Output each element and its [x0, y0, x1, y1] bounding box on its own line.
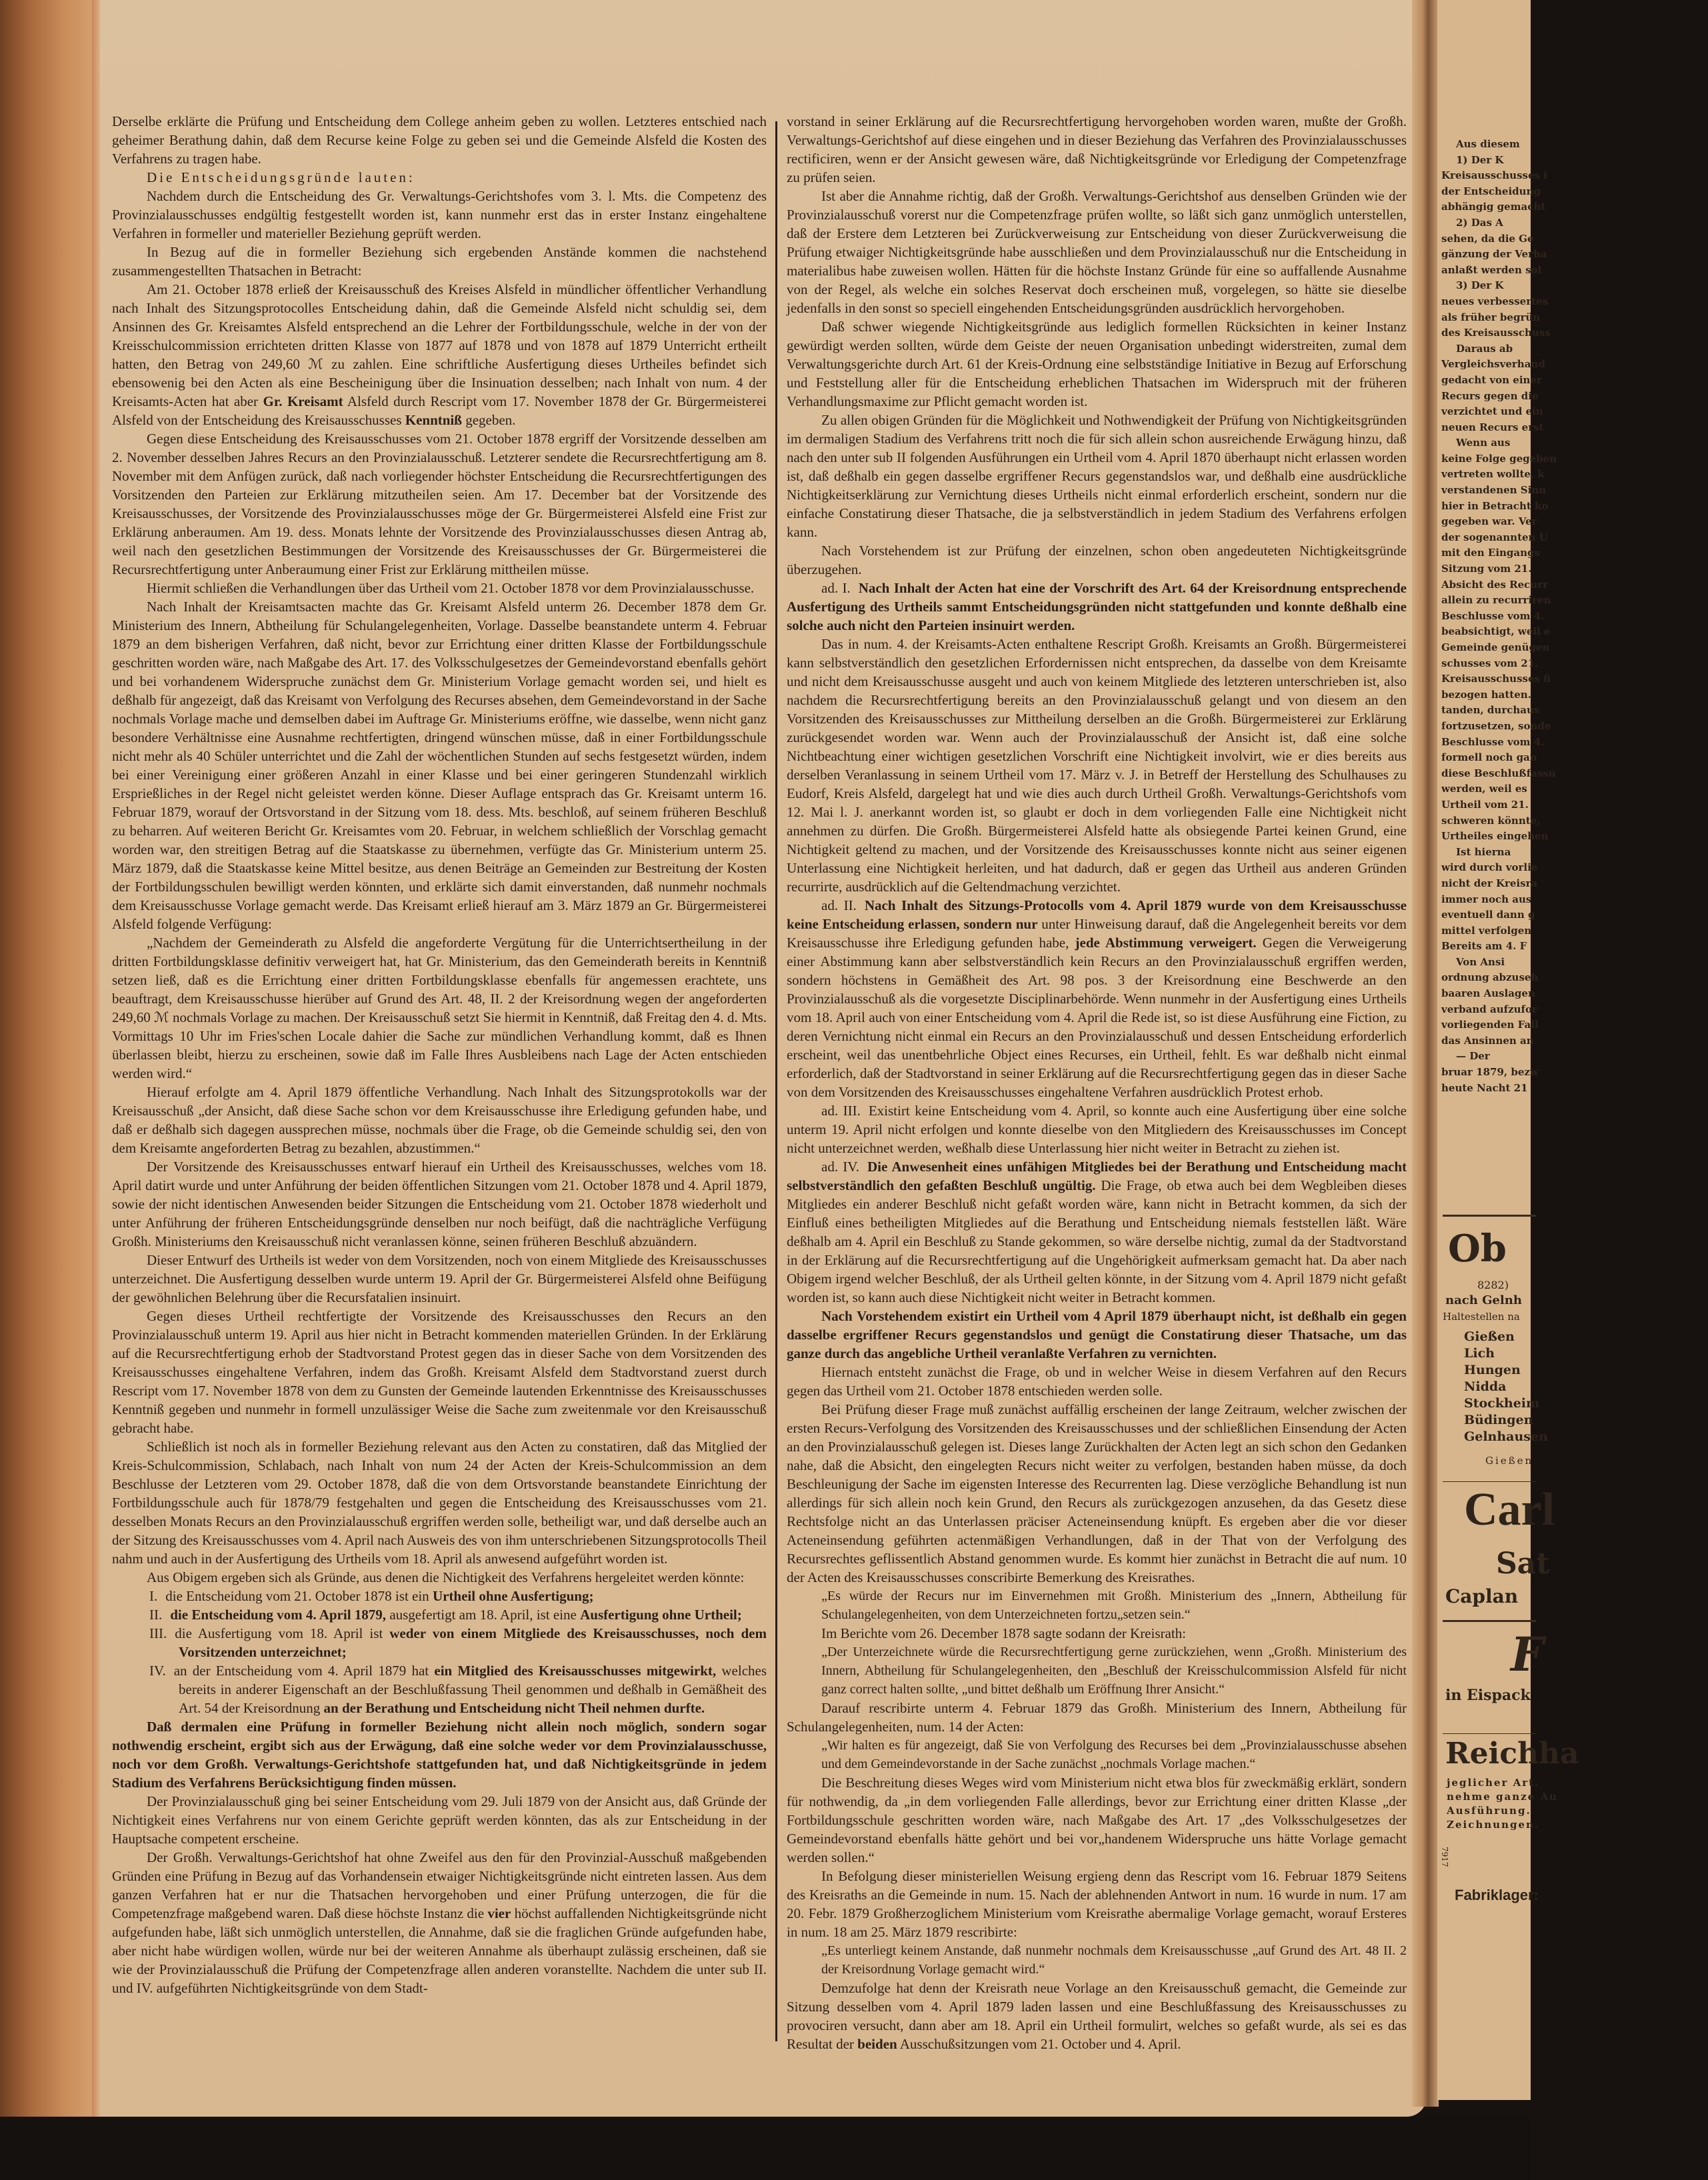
- divider: [1443, 1620, 1536, 1622]
- text-line: schweren könnte,: [1441, 814, 1541, 827]
- text-line: Ist hierna: [1456, 845, 1511, 858]
- text-run: Dieser Entwurf des Urtheils ist weder von dem Vorsitzenden, noch von einem Mitgliede des Kreisausschusses unterzeichnet. Die Ausfertigung desselben wurde unterm 19. April der Gr. Bürgermeisterei Alsfeld ohne Beifügung der gewöhnlichen Belehrung über die Recursfatalien insinuirt.: [112, 1252, 767, 1305]
- text-line: gegeben war. Ver: [1441, 515, 1537, 528]
- paragraph: [787, 187, 1407, 317]
- list-item: [112, 1587, 767, 1605]
- ad-text-line: Ausführung.: [1447, 1805, 1531, 1817]
- station-name: Büdingen: [1464, 1413, 1533, 1427]
- divider: [1443, 1215, 1536, 1217]
- bold-text: Nach Inhalt der Acten hat eine der Vorschrift des Art. 64 der Kreisordnung entsprechende Ausfertigung des Urtheils sammt Entscheidungsgründen nicht stattgefunden und konnte deßhalb eine solche auch nicht den Parteien insinuirt werden.: [787, 580, 1407, 633]
- text-run: Im Berichte vom 26. December 1878 sagte sodann der Kreisrath:: [821, 1625, 1186, 1641]
- text-line: allein zu recurriren: [1441, 594, 1551, 607]
- text-run: Ausschußsitzungen vom 21. October und 4. April.: [897, 2036, 1181, 2052]
- list-item: [112, 1661, 767, 1717]
- text-line: gänzung der Verha: [1441, 248, 1547, 261]
- quotation: [787, 1941, 1407, 1979]
- text-run: Das in num. 4. der Kreisamts-Acten enthaltene Rescript Großh. Kreisamts an Großh. Bürgermeisterei kann selbstverständlich den gesetzlichen Erfordernissen nicht entsprechen, da dasselbe von dem Kreisamte und nicht dem Kreisausschusse ausgeht und auch von keinem Mitgliede des letzteren unterschrieben ist, also nachdem die Recursrechtfertigung bereits an den Provinzialausschuß gelangt und von diesem an den Vorsitzenden des Kreisausschusses zur Mittheilung derselben an die Großh. Bürgermeisterei zur Erklärung zurückgesendet worden war. Wenn auch der Provinzialausschuß der Ansicht ist, daß eine solche Nichtbeachtung einer wichtigen gesetzlichen Vorschrift eine Nichtigkeit involvirt, wie er dies bereits aus derselben Veranlassung in seinem Urtheil vom 17. März v. J. in Betreff der Herstellung des Schulhauses zu Eudorf, Kreis Alsfeld, dargelegt hat und wie dies auch durch Urtheil Großh. Verwaltungs-Gerichtshofs vom 12. Mai l. J. anerkannt worden ist, so glaubt er doch in dem vorliegenden Falle eine Nichtigkeit nicht annehmen zu dürfen. Die Großh. Bürgermeisterei Alsfeld hatte als obsiegende Partei keinen Grund, eine Nichtigkeit geltend zu machen, und der Vorsitzende des Kreisausschusses konnte nicht aus seiner eigenen Unterlassung eine Nichtigkeit herleiten, und hat dadurch, daß er gegen das Urtheil aus anderen Gründen recurrirte, ausdrücklich auf die Geltendmachung verzichtet.: [787, 636, 1407, 895]
- paragraph: [787, 411, 1407, 541]
- text-run: an der Entscheidung vom 4. April 1879 hat: [173, 1663, 435, 1679]
- list-number: II.: [149, 1607, 163, 1623]
- text-line: Vergleichsverhand: [1441, 358, 1545, 371]
- section-label: ad. III.: [821, 1103, 861, 1119]
- bold-text: jede Abstimmung verweigert.: [1075, 935, 1257, 951]
- book-binding: [0, 0, 100, 2127]
- text-run: Hiermit schließen die Verhandlungen über das Urtheil vom 21. October 1878 vor dem Provinzialausschusse.: [147, 580, 755, 596]
- station-name: Gießen: [1464, 1329, 1515, 1344]
- right-column: [787, 112, 1407, 2053]
- text-line: 2) Das A: [1456, 216, 1503, 229]
- ad-carl-name: Carl: [1464, 1484, 1555, 1535]
- text-run: „Es unterliegt keinem Anstande, daß nunmehr nochmals dem Kreisausschusse „auf Grund des Art. 48 II. 2 der Kreisordnung Vorlage gemacht wird.“: [821, 1943, 1407, 1977]
- paragraph: [787, 1979, 1407, 2053]
- text-run: ausgefertigt am 18. April, ist eine: [386, 1607, 581, 1623]
- list-number: I.: [149, 1588, 158, 1604]
- text-line: heute Nacht 21: [1441, 1081, 1528, 1094]
- quotation: [787, 1736, 1407, 1773]
- text-run: Darauf rescribirte unterm 4. Februar 1879 das Großh. Ministerium des Innern, Abtheilung für Schulangelegenheiten, num. 14 der Acten:: [787, 1700, 1407, 1735]
- section-label: ad. I.: [821, 580, 851, 596]
- text-line: als früher begrün: [1441, 311, 1541, 323]
- paragraph: [787, 635, 1407, 896]
- text-run: die Ausfertigung vom 18. April ist: [175, 1625, 390, 1641]
- list-item: [112, 1624, 767, 1661]
- text-run: Ist aber die Annahme richtig, daß der Großh. Verwaltungs-Gerichtshof aus denselben Gründen wie der Provinzialausschuß vorerst nur die Competenzfrage prüfen wollte, so läßt sich ganz unmöglich unterstellen, daß der Erstere dem Letzteren bei Zurückverweisung zur Entscheidung von dieser Zurückverweisung die Prüfung etwaiger Nichtigkeitsgründe habe ausschließen und dem Provinzialausschuß nur die Entscheidung in materialibus habe zuweisen wollen. Hätten für die höchste Instanz Gründe für eine so auffallende Ausnahme von der Regel, als welche ein solches Reservat doch erscheinen muß, vorgelegen, so hätte sie dieselbe jedenfalls in den sonst so speciell eingehenden Entscheidungsgründen ausdrücklich hervorgehoben.: [787, 188, 1407, 316]
- text-line: beabsichtigt, weil e: [1441, 625, 1551, 638]
- ad-header: Ob: [1448, 1227, 1507, 1271]
- page-fold: [1412, 0, 1439, 2107]
- section-label: ad. II.: [821, 897, 857, 913]
- text-line: vertreten wollte, k: [1441, 468, 1545, 481]
- paragraph: [112, 1157, 767, 1251]
- paragraph: [787, 112, 1407, 187]
- text-run: Nach Inhalt der Kreisamtsacten machte das Gr. Kreisamt Alsfeld unterm 26. December 1878 dem Gr. Ministerium des Innern, Abtheilung für Schulangelegenheiten, Vorlage. Dasselbe beanstandete unterm 4. Februar 1879 an dem bisherigen Verfahren, daß nicht, bevor zur Errichtung einer dritten Klasse der Fortbildungsschule geschritten worden wäre, nach Maßgabe des Art. 17. des Volksschulgesetzes der Gemeindevorstand ebenfalls gehört und bei vorhandenem Widerspruche zunächst dem Gr. Ministerium Vorlage gemacht worden sei, und hielt es deßhalb für angezeigt, daß das Kreisamt von Verfolgung des Recurses absehen, dem Gemeindevorstand in der Sache nochmals Vorlage mache und demselben dabei im Auftrage Gr. Ministeriums eröffne, wie dasselbe, wenn nicht ganz besondere Verhältnisse eine Ausnahme rechtfertigten, dringend wünschen müsse, daß in einer Fortbildungsschule nicht mehr als 40 Schüler unterrichtet und die Zahl der wöchentlichen Stunden auf sechs festgesetzt würden, indem bei einer Vereinigung einer größeren Anzahl in einer Klasse und bei einer geringeren Stundenzahl wirklich Ersprießliches in der Regel nicht geleistet werden könne. Dieser Auflage entsprach das Gr. Kreisamt unterm 16. Februar 1879, worauf der Ortsvorstand in der Sitzung vom 18. dess. Mts. beschloß, auf seinem früheren Beschluß zu beharren. Auf weiteren Bericht Gr. Kreisamtes vom 20. Februar, in welchem schließlich der Vorschlag gemacht worden war, den streitigen Betrag auf die Staatskasse zu übernehmen, verfügte das Gr. Ministerium unterm 25. März 1879, daß die Staatskasse keine Mittel besitze, aus denen Beiträge an Gemeinden zur Bestreitung der Kosten der Fortbildungsschulen bewilligt werden könnten, und erklärte sich damit einverstanden, daß nunmehr nochmals dem Kreisausschusse Vorlage gemacht werde. Das Kreisamt erließ hierauf am 3. März 1879 an Gr. Bürgermeisterei Alsfeld folgende Verfügung:: [112, 599, 767, 932]
- text-line: Recurs gegen die: [1441, 389, 1539, 402]
- text-run: welches bereits in anderer Eigenschaft an der Beschlußfassung Theil genommen und deßhalb in Gemäßheit des Art. 54 der Kreisordnung: [179, 1663, 767, 1716]
- text-run: Gegen dieses Urtheil rechtfertigte der Vorsitzende des Kreisausschusses den Recurs an den Provinzialausschuß unterm 19. April aus hier nicht in Betracht kommenden materiellen Gründen. In der Erklärung auf die Recursrechtfertigung erhob der Stadtvorstand Protest gegen das in dieser Sache von dem Vorsitzenden des Kreisausschusses eingehaltene Verfahren, indem das Großh. Kreisamt Alsfeld dem Stadtvorstand zuerst durch Rescript vom 17. November 1878 von dem zu Gunsten der Gemeinde lautenden Erkenntnisse des Kreisausschusses Kenntniß gegeben und nunmehr in formell unzulässiger Weise die Sache zum zweitenmale vor den Kreisausschuß gebracht habe.: [112, 1308, 767, 1436]
- station-name: Gelnhausen: [1464, 1429, 1548, 1444]
- text-run: In Bezug auf die in formeller Beziehung sich ergebenden Anstände kommen die nachstehend zusammengestellten Thatsachen in Betracht:: [112, 244, 767, 279]
- ad-stops-label: Haltestellen na: [1443, 1311, 1520, 1323]
- paragraph: [787, 1307, 1407, 1363]
- ad-carl-sub: Caplan: [1445, 1585, 1519, 1607]
- paragraph: [112, 243, 767, 280]
- text-line: mittel verfolgen: [1441, 924, 1532, 937]
- ad-reichha-name: Reichha: [1445, 1737, 1579, 1771]
- left-column: [112, 112, 767, 1997]
- column-divider: [775, 121, 777, 2041]
- text-line: Aus diesem: [1456, 138, 1520, 150]
- paragraph: [112, 1307, 767, 1437]
- text-line: ordnung abzuseh: [1441, 971, 1539, 984]
- paragraph: [112, 1437, 767, 1568]
- paragraph: [112, 280, 767, 429]
- list-item: [112, 1605, 767, 1624]
- text-run: Hierauf erfolgte am 4. April 1879 öffentliche Verhandlung. Nach Inhalt des Sitzungsprotokolls war der Kreisausschuß „der Ansicht, daß diese Sache schon vor dem Kreisausschusse ihre Erledigung gefunden habe, und daß er deßhalb sich dagegen aussprechen müsse, nochmals über die Frage, ob die Gemeinde schuldig sei, den von dem Kreisamte angeforderten Betrag zu bezahlen, abzustimmen.“: [112, 1084, 767, 1156]
- ad-eispack: in Eispack: [1445, 1687, 1531, 1704]
- paragraph: [787, 1624, 1407, 1643]
- text-line: bezogen hatten.: [1441, 688, 1531, 701]
- bold-text: beiden: [857, 2036, 897, 2052]
- bold-text: Ausfertigung ohne Urtheil;: [580, 1607, 742, 1623]
- paragraph: [112, 579, 767, 597]
- text-line: der Entscheidung: [1441, 185, 1541, 197]
- text-run: Existirt keine Entscheidung vom 4. April, so konnte auch eine Ausfertigung über eine solche unterm 19. April nicht erfolgen und konnte dieselbe von den Mitgliedern des Kreisausschusses im Concept nicht unterzeichnet werden, weßhalb diese Unterlassung hier nicht weiter in Betracht zu ziehen ist.: [787, 1103, 1407, 1156]
- text-line: abhängig gemacht: [1441, 201, 1546, 213]
- text-line: fortzusetzen, sonde: [1441, 719, 1551, 732]
- background-shadow: [0, 2117, 1531, 2180]
- ad-text-line: nehme ganze Au: [1447, 1791, 1558, 1803]
- text-run: Derselbe erklärte die Prüfung und Entscheidung dem College anheim geben zu wollen. Letzteres entschied nach geheimer Berathung dahin, daß dem Recurse keine Folge zu geben sei und die Gemeinde Alsfeld die Kosten des Verfahrens zu tragen habe.: [112, 113, 767, 167]
- paragraph: [112, 429, 767, 579]
- text-line: Wenn aus: [1456, 437, 1511, 449]
- text-run: In Befolgung dieser ministeriellen Weisung ergieng denn das Rescript vom 16. Februar 1879 Seitens des Kreisraths an die Gemeinde in num. 15. Nach der ablehnenden Antwort in num. 16 wurde in num. 17 am 20. Febr. 1879 Großherzoglichem Ministerium vom Kreisrathe abermalige Vorlage gemacht, worauf Ersteres in num. 18 am 25. März 1879 rescribirte:: [787, 1868, 1407, 1940]
- text-run: Daß schwer wiegende Nichtigkeitsgründe aus lediglich formellen Rücksichten in keiner Instanz gewürdigt werden sollten, würde dem Geiste der neuen Organisation unbedingt widerstreiten, zumal dem Verwaltungsgerichte durch Art. 61 der Kreis-Ordnung eine selbstständige Initiative in Bezug auf Erforschung und Feststellung aller für die Entscheidung erheblichen Thatsachen im Widerspruch mit der früheren Verhandlungsmaxime zur Pflicht gemacht worden ist.: [787, 319, 1407, 409]
- text-line: hier in Betracht ko: [1441, 499, 1549, 512]
- text-line: formell noch gan: [1441, 751, 1537, 764]
- bold-text: Gr. Kreisamt: [263, 393, 343, 409]
- text-line: 1) Der K: [1456, 153, 1504, 166]
- text-run: gegeben.: [461, 412, 516, 428]
- text-run: Alsfeld durch Rescript vom 17. November 1878 der Gr. Bürgermeisterei Alsfeld von der Entscheidung des Kreisausschusses: [112, 393, 767, 428]
- paragraph: [787, 579, 1407, 635]
- text-line: 3) Der K: [1456, 279, 1504, 292]
- station-name: Stockheim: [1464, 1396, 1540, 1411]
- text-line: Kreisausschusses i: [1441, 169, 1547, 182]
- text-line: anlaßt werden sol: [1441, 263, 1542, 276]
- text-line: neues verbessertes: [1441, 295, 1549, 307]
- station-name: Hungen: [1464, 1363, 1521, 1377]
- text-run: Gegen diese Entscheidung des Kreisausschusses vom 21. October 1878 ergriff der Vorsitzende desselben am 2. November desselben Jahres Recurs an den Provinzialausschuß. Letzterer sendete die Recursrechtfertigung am 8. November mit dem Anfügen zurück, daß nach vorliegender höchster Entscheidung die Recursrechtfertigungen des Vorsitzenden den Parteien zur Erklärung mitzutheilen seien. Am 17. December bat der Vorsitzende des Kreisausschusses, der Vorsitzende des Provinzialausschusses möge der Gr. Bürgermeisterei Alsfeld eine Frist zur Erklärung anberaumen. Am 19. dess. Monats lehnte der Vorsitzende des Provinzialausschusses diesen Antrag ab, weil nach den gesetzlichen Bestimmungen der Vorsitzende des Kreisausschusses der Gr. Bürgermeisterei die Recursrechtfertigung unter Anberaumung einer Frist zur Erklärung mittheilen müsse.: [112, 431, 767, 577]
- bold-text: weder von einem Mitgliede des Kreisausschusses, noch dem Vorsitzenden unterzeichnet;: [179, 1625, 767, 1660]
- bold-text: an der Berathung und Entscheidung nicht Theil nehmen durfte.: [323, 1700, 705, 1716]
- paragraph: [787, 1773, 1407, 1867]
- text-line: nicht der Kreisra: [1441, 877, 1538, 889]
- paragraph: [112, 1848, 767, 1997]
- text-line: Absicht des Recurr: [1441, 578, 1549, 591]
- text-line: werden, weil es: [1441, 783, 1527, 795]
- text-line: Beschlusse vom 4.: [1441, 609, 1545, 622]
- ad-number: 8282): [1477, 1279, 1509, 1291]
- paragraph: [112, 112, 767, 168]
- text-line: eventuell dann g: [1441, 909, 1535, 921]
- text-line: keine Folge gegeben: [1441, 452, 1557, 465]
- text-line: diese Beschlußfassu: [1441, 767, 1556, 779]
- paragraph: [787, 541, 1407, 579]
- paragraph: [787, 896, 1407, 1101]
- station-name: Nidda: [1464, 1379, 1507, 1394]
- text-line: schusses vom 21.: [1441, 657, 1539, 669]
- text-line: Bereits am 4. F: [1441, 940, 1527, 953]
- text-run: Schließlich ist noch als in formeller Beziehung relevant aus den Acten zu constatiren, daß das Mitglied der Kreis-Schulcommission, Schlabach, nach Inhalt von num 24 der Acten der Kreis-Schulcommission an dem Beschlusse der Letzteren vom 29. October 1878, daß die von dem Ortsvorstande beanstandete Einrichtung der Fortbildungsschule auch für 1878/79 festgehalten und gegen die Entscheidung des Kreisausschusses vom 21. desselben Monats Recurs an den Provinzialausschuß ergriffen werden solle, betheiligt war, und daß derselbe auch an der Sitzung des Kreisausschusses vom 4. April nach Ausweis des von ihm unterschriebenen Sitzungsprotocolls Theil nahm und auch in der Ausfertigung des Urtheils vom 18. April als anwesend aufgeführt worden ist.: [112, 1439, 767, 1567]
- text-run: unter Hinweisung darauf, daß die Angelegenheit bereits vor dem Kreisausschusse ihre Erledigung gefunden habe,: [787, 916, 1407, 951]
- text-line: Beschlusse vom 4.: [1441, 735, 1545, 748]
- paragraph: [787, 1867, 1407, 1941]
- bold-text: Urtheil ohne Ausfertigung;: [432, 1588, 594, 1604]
- text-run: Gegen die Verweigerung einer Abstimmung kann aber selbstverständlich kein Recurs an den Provinzialausschuß ergriffen werden, sondern höchstens in Gemäßheit des Art. 98 pos. 3 der Kreisordnung eine Beschwerde an den Provinzialausschuß als die vorgesetzte Disciplinarbehörde. Wenn nunmehr in der Ausfertigung eines Urtheils vom 18. April auch von einer Entscheidung vom 4. April die Rede ist, so ist diese Ausführung eine Fiction, zu deren Vernichtung nicht einmal ein Recurs an den Provinzialausschuß und dessen Entscheidung erforderlich erscheint, weil das unentbehrliche Object eines Recurses, ein Urtheil, fehlt. Es war deßhalb nicht einmal erforderlich, daß der Stadtvorstand in seiner Erklärung auf die Recursrechtfertigung gegen das in dieser Sache von dem Vorsitzenden des Kreisausschusses eingehaltene Verfahren ausdrücklich Protest erhob.: [787, 935, 1407, 1100]
- text-run: Die Frage, ob etwa auch bei dem Wegbleiben dieses Mitgliedes ein anderer Beschluß nicht gefaßt worden wäre, kann nicht in Betracht kommen, da sich der Einfluß eines betheiligten Mitgliedes auf die Berathung und Entscheidung niemals feststellen läßt. Wäre deßhalb am 4. April ein Beschluß zu Stande gekommen, so wäre derselbe nichtig, zumal da der Stadtvorstand in der Erklärung auf die Recursrechtfertigung auf die Ungehörigkeit aufmerksam gemacht hat. Da aber nach Obigem irgend welcher Beschluß, der als Urtheil gelten könnte, in der Sitzung vom 4. April 1879 nicht gefaßt worden ist, so kann auch diese Nichtigkeit nicht weiter in Betracht kommen.: [787, 1177, 1407, 1305]
- text-line: Urtheil vom 21.: [1441, 798, 1529, 811]
- text-line: baaren Auslagen: [1441, 987, 1535, 1000]
- bold-text: Nach Inhalt des Sitzungs-Protocolls vom 4. April 1879 wurde von dem Kreisausschusse keine Entscheidung erlassen, sondern nur: [787, 897, 1407, 932]
- bold-text: die Entscheidung vom 4. April 1879,: [170, 1607, 387, 1623]
- text-line: Sitzung vom 21.: [1441, 563, 1532, 575]
- text-run: Hiernach entsteht zunächst die Frage, ob und in welcher Weise in diesem Verfahren auf den Recurs gegen das Urtheil vom 21. October 1878 entschieden werden solle.: [787, 1364, 1407, 1399]
- paragraph: [787, 1363, 1407, 1400]
- ad-fabriklager: Fabriklager:: [1455, 1887, 1539, 1903]
- paragraph: [787, 1400, 1407, 1587]
- text-run: Demzufolge hat denn der Kreisrath neue Vorlage an den Kreisausschuß gemacht, die Gemeinde zur Sitzung desselben vom 4. April 1879 laden lassen und eine Beschlußfassung des Kreisausschusses zu provociren versucht, dann aber am 18. April ein Urtheil formulirt, welches so gefaßt wurde, als sei es das Resultat der: [787, 1980, 1407, 2052]
- ad-code: 7917: [1440, 1847, 1449, 1867]
- adjacent-page-strip: [1437, 0, 1579, 2100]
- text-run: „Wir halten es für angezeigt, daß Sie von Verfolgung des Recurses bei dem „Provinzialausschusse absehen und dem Gemeindevorstande in der Sache zunächst „nochmals Vorlage machen.“: [821, 1738, 1407, 1771]
- list-number: IV.: [149, 1663, 166, 1679]
- bold-text: vier: [487, 1905, 511, 1921]
- text-line: des Kreisausschuss: [1441, 327, 1551, 339]
- text-line: vorliegenden Fall: [1441, 1019, 1539, 1031]
- text-line: Kreisausschusses fi: [1441, 673, 1551, 685]
- text-line: Urtheiles eingehen: [1441, 830, 1549, 843]
- bold-text: Nach Vorstehendem existirt ein Urtheil vom 4 April 1879 überhaupt nicht, ist deßhalb ein gegen dasselbe ergriffener Recurs gegenstandslos und genügt die Constatirung dieser Thatsache, um das ganze durch das angebliche Urtheil veranlaßte Verfahren zu vernichten.: [787, 1308, 1407, 1361]
- text-run: höchst auffallenden Nichtigkeitsgründe nicht aufgefunden habe, läßt sich unmöglich unterstellen, die Annahme, daß sie die fraglichen Gründe aufgefunden habe, aber nicht habe würdigen wollen, würde nur bei der weiteren Annahme als überhaupt zulässig erscheinen, daß sie wie der Provinzialausschuß die Prüfung der Competenzfrage allen anderen voranstellte. Nachdem die unter sub II. und IV. aufgeführten Nichtigkeitsgründe von dem Stadt-: [112, 1905, 767, 1996]
- text-run: Die Entscheidungsgründe lauten:: [147, 169, 415, 185]
- station-name: Lich: [1464, 1346, 1495, 1361]
- list-number: III.: [149, 1625, 167, 1641]
- text-line: das Ansinnen an: [1441, 1034, 1534, 1047]
- paragraph: [787, 317, 1407, 411]
- divider: [1443, 1481, 1536, 1482]
- text-run: Nach Vorstehendem ist zur Prüfung der einzelnen, schon oben angedeuteten Nichtigkeitsgründe überzugehen.: [787, 543, 1407, 577]
- paragraph: [112, 1083, 767, 1157]
- text-line: neuen Recurs erst: [1441, 421, 1544, 433]
- paragraph: [112, 187, 767, 243]
- divider: [1443, 1733, 1536, 1734]
- ad-text-line: jeglicher Art.: [1447, 1777, 1540, 1789]
- paragraph: [787, 1157, 1407, 1307]
- text-line: — Der: [1456, 1050, 1490, 1063]
- bold-text: Kenntniß: [405, 412, 462, 428]
- text-run: Am 21. October 1878 erließ der Kreisausschuß des Kreises Alsfeld in mündlicher öffentlicher Verhandlung nach Inhalt des Sitzungsprotocolles Entscheidung dahin, daß die Gemeinde Alsfeld nicht schuldig sei, dem Ansinnen des Gr. Kreisamtes Alsfeld entsprechend an die Lehrer der Fortbildungsschule, welche in der von der Kreisschulcommission errichteten dritten Klasse von 1877 auf 1878 und von 1878 auf 1879 Unterricht ertheilt hatten, den Betrag von 249,60 ℳ zu zahlen. Eine schriftliche Ausfertigung dieses Urtheiles befindet sich ebensowenig bei den Acten als eine Bescheinigung über die Insinuation desselben; nach Inhalt von num. 4 der Kreisamts-Acten hat aber: [112, 281, 767, 409]
- ad-route: nach Gelnh: [1445, 1293, 1522, 1307]
- text-line: mit den Eingangs: [1441, 547, 1540, 559]
- paragraph: [112, 168, 767, 187]
- station-footer: Gießen: [1485, 1455, 1534, 1467]
- paragraph: [787, 1699, 1407, 1736]
- ad-carl-line: Sat: [1496, 1547, 1550, 1581]
- ad-initial: F: [1511, 1627, 1544, 1682]
- text-run: Bei Prüfung dieser Frage muß zunächst auffällig erscheinen der lange Zeitraum, welcher zwischen der ersten Recurs-Verfolgung des Vorsitzenden des Kreisausschusses und der schließlichen Einsendung der Acten an den Provinzialausschuß gelegen ist. Dieses lange Zurückhalten der Acten legt an sich schon den Gedanken nahe, daß die Absicht, den eingelegten Recurs nicht weiter zu verfolgen, bestanden haben müsse, da doch Beschleunigung der Sache im eigensten Interesse des Recurrenten lag. Diese verzögliche Behandlung ist nun allerdings für sich allein noch kein Grund, den Recurs als zurückgezogen anzusehen, da das Gesetz diese Rechtsfolge nicht an das Unterlassen präciser Acteneinsendung knüpft. Es ergeben aber die vor dieser Acteneinsendung geführten actenmäßigen Verhandlungen, daß in der That von der Verfolgung des Recursrechtes geflissentlich Abstand genommen wurde. Es kommt hier zunächst in Betracht die auf num. 10 der Acten des Kreisausschusses conscribirte Bemerkung des Kreisrathes.: [787, 1401, 1407, 1585]
- text-line: verstandenen Sinn: [1441, 484, 1547, 497]
- text-run: Zu allen obigen Gründen für die Möglichkeit und Nothwendigkeit der Prüfung von Nichtigkeitsgründen im dermaligen Stadium des Verfahrens tritt noch die für sich allein schon ausreichende Erwägung hinzu, daß nach den unter sub II folgenden Ausführungen ein Urtheil vom 4. April 1870 überhaupt nicht erlassen worden ist, daß deßhalb ein gegen dasselbe ergriffener Recurs gegenstandslos war, und deßhalb eine ausdrückliche Nichtigkeitserklärung zur Vernichtung dieses Urtheils nicht einmal erforderlich erscheint, sondern nur die einfache Constatirung dieser Thatsache, die ja selbstverständlich in jedem Stadium des Verfahrens erfolgen kann.: [787, 412, 1407, 540]
- text-line: gedacht von einer: [1441, 373, 1542, 386]
- quotation: [787, 1587, 1407, 1624]
- text-line: immer noch aus: [1441, 893, 1532, 905]
- text-line: bruar 1879, bezw: [1441, 1066, 1539, 1079]
- text-run: vorstand in seiner Erklärung auf die Recursrechtfertigung hervorgehoben worden waren, mußte der Großh. Verwaltungs-Gerichtshof auf diese eingehen und in dieser Beziehung das Verfahren des Provinzialausschusses rectificiren, wenn er der Ansicht gewesen wäre, daß Nichtigkeitsgründe vor Erledigung der Competenzfrage zu prüfen seien.: [787, 113, 1407, 185]
- section-label: ad. IV.: [821, 1159, 859, 1175]
- text-run: Nachdem durch die Entscheidung des Gr. Verwaltungs-Gerichtshofes vom 3. l. Mts. die Competenz des Provinzialausschusses endgültig festgestellt worden ist, kann nunmehr erst das in erster Instanz eingehaltene Verfahren in formeller und materieller Beziehung geprüft werden.: [112, 188, 767, 241]
- text-run: „Nachdem der Gemeinderath zu Alsfeld die angeforderte Vergütung für die Unterrichtsertheilung in der dritten Fortbildungsklasse definitiv verweigert hat, hat Gr. Ministerium, das den Gemeinderath bereits in Kenntniß setzen ließ, daß es die Errichtung einer dritten Fortbildungsklasse ebenfalls für angemessen erachtete, uns beauftragt, dem Kreisausschusse hierüber auf Grund des Art. 48, II. 2 der Kreisordnung wegen der angeforderten 249,60 ℳ nochmals Vorlage zu machen. Der Kreisausschuß setzt Sie hiermit in Kenntniß, daß Freitag den 4. d. Mts. Vormittags 10 Uhr im Fries'schen Locale dahier die Sache zur mündlichen Verhandlung kommt, daß es Ihnen überlassen bleibt, hierzu zu erscheinen, sowie daß im Falle Ihres Ausbleibens nach Lage der Acten entschieden werden wird.“: [112, 935, 767, 1081]
- text-run: die Entscheidung vom 21. October 1878 ist ein: [165, 1588, 433, 1604]
- text-line: Von Ansi: [1456, 955, 1505, 968]
- paragraph: [112, 1251, 767, 1307]
- bold-text: Die Anwesenheit eines unfähigen Mitgliedes bei der Berathung und Entscheidung macht selbstverständlich den gefaßten Beschluß ungültig.: [787, 1159, 1407, 1193]
- text-line: der sogenannten U: [1441, 531, 1548, 543]
- ad-text-line: Zeichnungen.: [1447, 1819, 1540, 1831]
- text-line: Daraus ab: [1456, 342, 1513, 355]
- text-run: Die Beschreitung dieses Weges wird vom Ministerium nicht etwa blos für zweckmäßig erklärt, sondern für nothwendig, da „in dem vorliegenden Falle allerdings, bevor zur Errichtung einer dritten Klasse „der Fortbildungsschule geschritten worden wäre, nach Maßgabe des Art. 17 „des Volksschulgesetzes der Gemeindevorstand ebenfalls hätte gehört und bei vor„handenem Widerspruche uns hätte Vorlage gemacht werden sollen.“: [787, 1775, 1407, 1865]
- text-run: Der Großh. Verwaltungs-Gerichtshof hat ohne Zweifel aus den für den Provinzial-Ausschuß maßgebenden Gründen eine Prüfung in Bezug auf das Vorhandensein etwaiger Nichtigkeitsgründe nicht eintreten lassen. Aus dem ganzen Verfahren hat er nur die Thatsachen hervorgehoben und einer Prüfung unterzogen, die für die Competenzfrage maßgebend waren. Daß diese höchste Instanz die: [112, 1849, 767, 1921]
- text-run: Der Vorsitzende des Kreisausschusses entwarf hierauf ein Urtheil des Kreisausschusses, welches vom 18. April datirt wurde und unter Anführung der beiden öffentlichen Sitzungen vom 21. October 1878 und 4. April 1879, sowie der nicht identischen Anwesenden beider Sitzungen die Entscheidung vom 21. October 1878 wiederholt und unter Anführung der früheren Entscheidungsgründe denselben nur noch beifügt, daß die nachträgliche Verfügung Großh. Ministeriums den Kreisausschuß nicht veranlassen könne, seinen früheren Beschluß abzuändern.: [112, 1159, 767, 1249]
- adjacent-page-text: [1441, 137, 1708, 1096]
- quotation: [787, 1643, 1407, 1699]
- paragraph: [112, 1792, 767, 1848]
- text-line: wird durch vorlie: [1441, 861, 1538, 874]
- paragraph: [112, 1717, 767, 1792]
- text-line: verzichtet und ein: [1441, 405, 1543, 418]
- paragraph: [112, 1568, 767, 1587]
- bold-text: ein Mitglied des Kreisausschusses mitgewirkt,: [434, 1663, 717, 1679]
- text-line: Gemeinde genügen: [1441, 641, 1550, 653]
- text-run: „Es würde der Recurs nur im Einvernehmen mit Großh. Ministerium des „Innern, Abtheilung für Schulangelegenheiten, von dem Unterzeichneten fortzu„setzen sein.“: [821, 1589, 1407, 1622]
- text-run: Aus Obigem ergeben sich als Gründe, aus denen die Nichtigkeit des Verfahrens hergeleitet werden könnte:: [147, 1569, 745, 1585]
- bold-text: Daß dermalen eine Prüfung in formeller Beziehung nicht allein noch möglich, sondern sogar nothwendig erscheint, ergibt sich aus der Erwägung, daß eine solche weder vor dem Provinzialausschusse, noch vor dem Großh. Verwaltungs-Gerichtshofe stattgefunden hat, und daß Nichtigkeitsgründe in jedem Stadium des Verfahrens Berücksichtigung finden müssen.: [112, 1719, 767, 1791]
- paragraph: [112, 933, 767, 1083]
- text-run: Der Provinzialausschuß ging bei seiner Entscheidung vom 29. Juli 1879 von der Ansicht aus, daß Gründe der Nichtigkeit eines Verfahrens nur von einem Gerichte geprüft werden könnten, das als zur Entscheidung in der Hauptsache competent erscheine.: [112, 1793, 767, 1847]
- paragraph: [112, 597, 767, 933]
- paragraph: [787, 1101, 1407, 1157]
- text-line: sehen, da die Ge: [1441, 232, 1534, 245]
- text-line: tanden, durchaus: [1441, 704, 1540, 717]
- text-run: „Der Unterzeichnete würde die Recursrechtfertigung gerne zurückziehen, wenn „Großh. Ministerium des Innern, Abtheilung für Schulangelegenheiten, den „Beschluß der Kreisschulcommission Alsfeld für nicht ganz correct halten sollte, „und bittet deßhalb um Eröffnung Ihrer Ansicht.“: [821, 1645, 1407, 1697]
- text-line: verband aufzufor: [1441, 1003, 1537, 1015]
